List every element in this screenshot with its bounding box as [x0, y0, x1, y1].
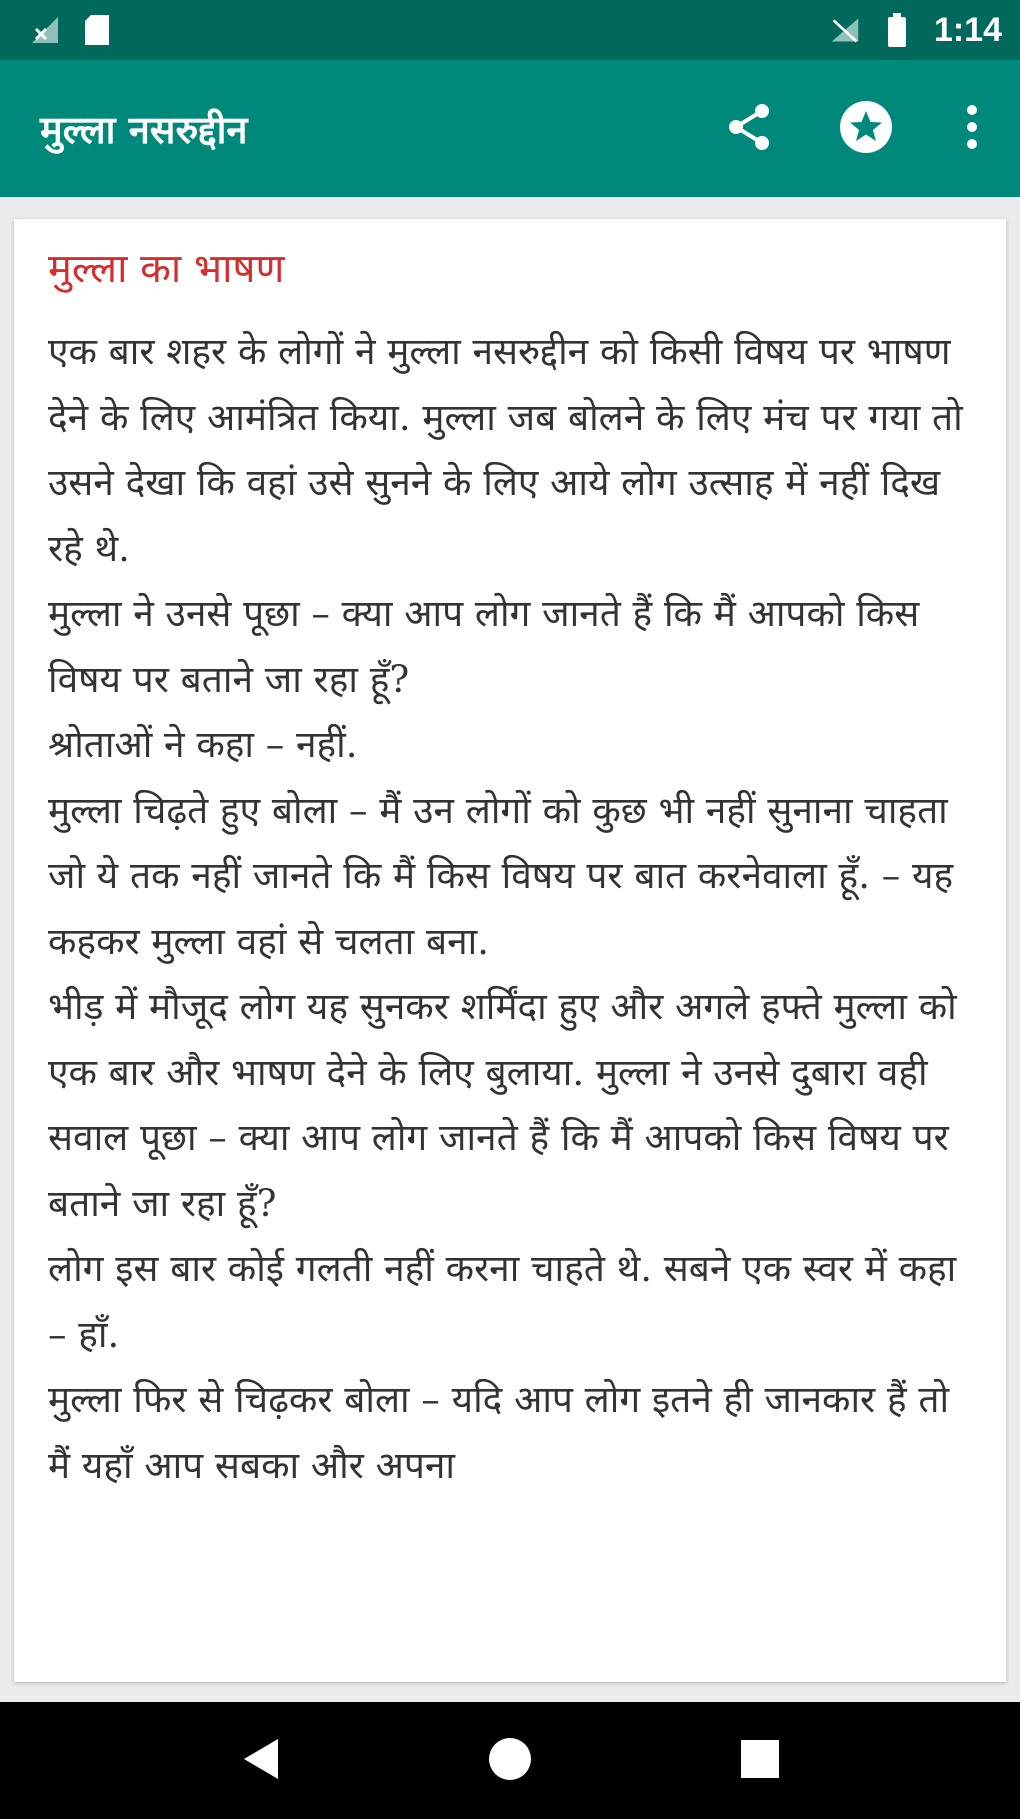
status-bar — [0, 0, 1020, 60]
favorite-star-icon — [838, 99, 894, 159]
story-paragraph: मुल्ला फिर से चिढ़कर बोला – यदि आप लोग इतने ही जानकार हैं तो मैं यहाँ आप सबका और अपना — [48, 1378, 950, 1487]
home-button[interactable] — [470, 1721, 550, 1801]
navigation-bar — [0, 1702, 1020, 1819]
story-paragraph: भीड़ में मौजूद लोग यह सुनकर शर्मिंदा हुए और अगले हफ्ते मुल्ला को एक बार और भाषण देने के लिए बुलाया. मुल्ला ने उनसे दुबारा वही सवाल पूछा – क्या आप लोग जानते हैं कि मैं आपको किस विषय पर बताने जा रहा हूँ? — [48, 985, 957, 1225]
story-paragraph: श्रोताओं ने कहा – नहीं. — [48, 723, 358, 766]
app-title: मुल्ला नसरुद्दीन — [40, 107, 248, 152]
status-left — [30, 15, 112, 45]
back-triangle-icon — [238, 1735, 282, 1787]
status-time: 1:14 — [933, 10, 1002, 49]
story-paragraph: मुल्ला चिढ़ते हुए बोला – मैं उन लोगों को कुछ भी नहीं सुनाना चाहता जो ये तक नहीं जानते कि मैं किस विषय पर बात करनेवाला हूँ. – यह कहकर मुल्ला वहां से चलता बना. — [48, 788, 954, 963]
content-area[interactable] — [0, 197, 1020, 1702]
app-actions — [692, 60, 1020, 197]
recents-square-icon — [739, 1738, 781, 1784]
story-body — [48, 319, 972, 1498]
battery-icon — [882, 15, 912, 45]
app-bar — [0, 60, 1020, 197]
signal-off-icon — [30, 15, 60, 45]
share-button[interactable] — [692, 60, 808, 197]
overflow-menu-button[interactable] — [924, 60, 1020, 197]
back-button[interactable] — [220, 1721, 300, 1801]
story-card — [14, 219, 1006, 1682]
home-circle-icon — [487, 1736, 533, 1786]
story-paragraph: एक बार शहर के लोगों ने मुल्ला नसरुद्दीन को किसी विषय पर भाषण देने के लिए आमंत्रित किया. मुल्ला जब बोलने के लिए मंच पर गया तो उसने देखा कि वहां उसे सुनने के लिए आये लोग उत्साह में नहीं दिख रहे थे. — [48, 330, 963, 570]
overflow-menu-icon — [966, 104, 978, 154]
network-off-icon — [830, 15, 860, 45]
share-icon — [724, 101, 776, 157]
story-title: मुल्ला का भाषण — [48, 246, 285, 292]
favorite-button[interactable] — [808, 60, 924, 197]
status-right — [830, 11, 1002, 50]
sd-card-icon — [82, 15, 112, 45]
recents-button[interactable] — [720, 1721, 800, 1801]
story-paragraph: मुल्ला ने उनसे पूछा – क्या आप लोग जानते हैं कि मैं आपको किस विषय पर बताने जा रहा हूँ? — [48, 592, 920, 701]
story-paragraph: लोग इस बार कोई गलती नहीं करना चाहते थे. सबने एक स्वर में कहा – हाँ. — [48, 1247, 957, 1356]
